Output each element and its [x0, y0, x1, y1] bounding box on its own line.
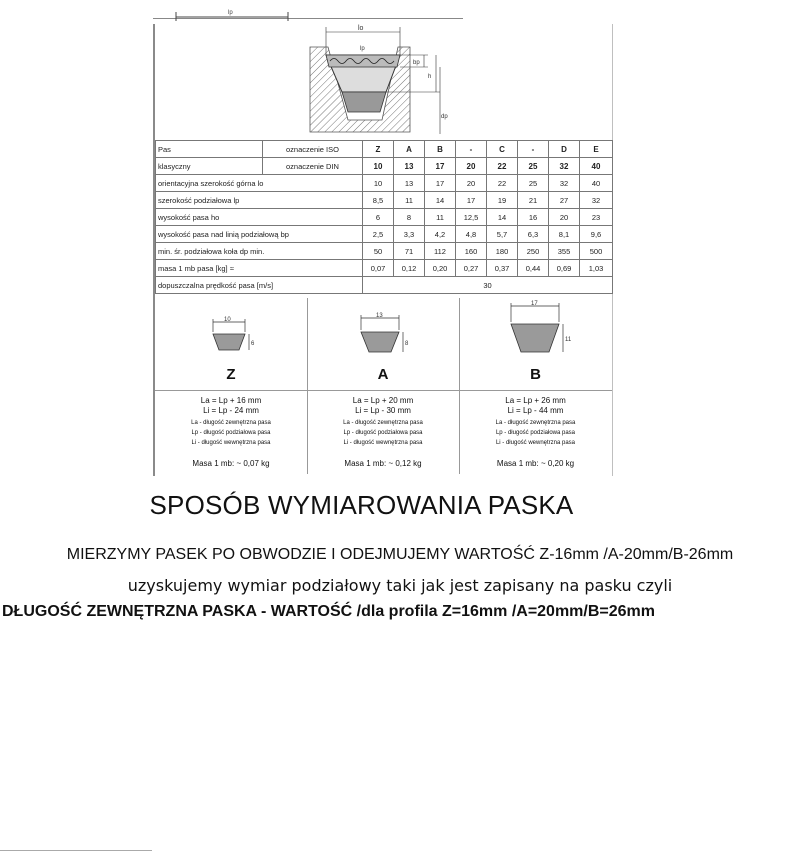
table-cell: 8,1 — [549, 226, 580, 243]
table-cell: C — [487, 141, 518, 158]
table-cell: oznaczenie DIN — [263, 158, 363, 175]
note: Lp - długość podziałowa pasa — [495, 430, 576, 436]
table-cell: wysokość pasa nad linią podziałową bp — [156, 226, 363, 243]
instruction-line-2: uzyskujemy wymiar podziałowy taki jak jest zapisany na pasku czyli — [127, 576, 673, 595]
table-cell: 14 — [425, 192, 456, 209]
note: La - długość zewnętrzna pasa — [343, 420, 423, 426]
instruction-line-3: DŁUGOŚĆ ZEWNĘTRZNA PASKA - WARTOŚĆ /dla profila Z=16mm /A=20mm/B=26mm — [2, 603, 655, 620]
table-cell: 20 — [456, 175, 487, 192]
table-cell: 40 — [580, 158, 613, 175]
table-cell: 8 — [394, 209, 425, 226]
belt-profiles-panel — [155, 298, 612, 474]
profile-a — [307, 298, 460, 474]
belt-section-z-icon — [201, 316, 271, 360]
table-cell: 17 — [425, 158, 456, 175]
dimension-arrow-icon — [172, 8, 292, 22]
dim-width-label: 13 — [376, 313, 383, 319]
table-cell: oznaczenie ISO — [263, 141, 363, 158]
formula-la: La = Lp + 26 mm — [505, 396, 566, 405]
table-cell: 8,5 — [363, 192, 394, 209]
table-cell: 6 — [363, 209, 394, 226]
bottom-rule — [0, 850, 152, 851]
table-cell: 32 — [580, 192, 613, 209]
formula-la: La = Lp + 16 mm — [200, 396, 262, 405]
note: La - długość zewnętrzna pasa — [191, 420, 271, 426]
profile-name: Z — [226, 366, 236, 383]
table-cell: 160 — [456, 243, 487, 260]
table-cell: 0,07 — [363, 260, 394, 277]
belt-spec-table — [155, 140, 613, 294]
table-cell: szerokość podziałowa lp — [156, 192, 363, 209]
table-row — [156, 175, 613, 192]
pulley-pitch-label: lp — [360, 46, 365, 52]
table-cell: 6,3 — [518, 226, 549, 243]
mass-label: Masa 1 mb: ~ 0,12 kg — [344, 459, 422, 468]
table-cell: 500 — [580, 243, 613, 260]
table-cell: D — [549, 141, 580, 158]
note: Li - długość wewnętrzna pasa — [191, 440, 271, 446]
table-cell: Pas — [156, 141, 263, 158]
table-cell: 1,03 — [580, 260, 613, 277]
pulley-top-width-label: lo — [358, 25, 364, 32]
pulley-bp-label: bp — [413, 60, 420, 66]
table-cell: 17 — [456, 192, 487, 209]
table-row — [156, 226, 613, 243]
table-cell: 27 — [549, 192, 580, 209]
belt-section-a-icon — [351, 312, 421, 360]
table-cell: 21 — [518, 192, 549, 209]
table-cell: orientacyjna szerokość górna lo — [156, 175, 363, 192]
table-cell: 20 — [549, 209, 580, 226]
dim-height-label: 6 — [251, 341, 255, 347]
table-cell: 9,6 — [580, 226, 613, 243]
table-cell: 355 — [549, 243, 580, 260]
table-cell: 30 — [363, 277, 613, 294]
table-cell: wysokość pasa ho — [156, 209, 363, 226]
belt-section-b-icon — [497, 300, 577, 362]
table-cell: 0,44 — [518, 260, 549, 277]
table-cell: min. śr. podziałowa koła dp min. — [156, 243, 363, 260]
mass-label: Masa 1 mb: ~ 0,20 kg — [496, 459, 575, 468]
table-cell: - — [518, 141, 549, 158]
table-cell: dopuszczalna prędkość pasa [m/s] — [156, 277, 363, 294]
table-cell: 32 — [549, 175, 580, 192]
table-cell: A — [394, 141, 425, 158]
dim-width-label: 10 — [224, 317, 231, 323]
instruction-line-1: MIERZYMY PASEK PO OBWODZIE I ODEJMUJEMY WARTOŚĆ Z-16mm /A-20mm/B-26mm — [66, 546, 734, 563]
dim-width-label: 17 — [531, 301, 538, 307]
table-cell: 11 — [425, 209, 456, 226]
profile-name: A — [377, 366, 389, 383]
table-cell: 13 — [394, 175, 425, 192]
table-cell: 20 — [456, 158, 487, 175]
top-dim-label: lp — [228, 10, 233, 16]
table-cell: 0,12 — [394, 260, 425, 277]
table-cell: E — [580, 141, 613, 158]
table-cell: 0,37 — [487, 260, 518, 277]
note: Li - długość wewnętrzna pasa — [343, 440, 423, 446]
table-cell: - — [456, 141, 487, 158]
table-cell: 40 — [580, 175, 613, 192]
profile-z — [155, 298, 308, 474]
profile-b — [459, 298, 612, 474]
table-cell: 112 — [425, 243, 456, 260]
table-cell: 25 — [518, 175, 549, 192]
table-cell: 180 — [487, 243, 518, 260]
formula-li: Li = Lp - 24 mm — [203, 406, 259, 415]
table-cell: 25 — [518, 158, 549, 175]
table-cell: 250 — [518, 243, 549, 260]
table-cell: 10 — [363, 158, 394, 175]
table-cell: Z — [363, 141, 394, 158]
table-cell: 3,3 — [394, 226, 425, 243]
dim-height-label: 8 — [405, 341, 409, 347]
table-cell: 10 — [363, 175, 394, 192]
note: Lp - długość podziałowa pasa — [191, 430, 271, 436]
table-row — [156, 209, 613, 226]
formula-la: La = Lp + 20 mm — [352, 396, 414, 405]
table-cell: 19 — [487, 192, 518, 209]
table-cell: 4,2 — [425, 226, 456, 243]
table-cell: 4,8 — [456, 226, 487, 243]
dim-height-label: 11 — [565, 337, 572, 343]
table-cell: 22 — [487, 175, 518, 192]
table-cell: 12,5 — [456, 209, 487, 226]
note: Li - długość wewnętrzna pasa — [495, 440, 576, 446]
pulley-dp-label: dp — [441, 114, 448, 120]
table-cell: 16 — [518, 209, 549, 226]
table-cell: 2,5 — [363, 226, 394, 243]
pulley-h-label: h — [428, 74, 432, 80]
table-row — [156, 192, 613, 209]
table-cell: B — [425, 141, 456, 158]
table-cell: 5,7 — [487, 226, 518, 243]
table-cell: 13 — [394, 158, 425, 175]
page-title: SPOSÓB WYMIAROWANIA PASKA — [149, 490, 574, 520]
table-cell: 0,27 — [456, 260, 487, 277]
table-cell: 71 — [394, 243, 425, 260]
note: Lp - długość podziałowa pasa — [343, 430, 423, 436]
table-cell: 22 — [487, 158, 518, 175]
table-row — [156, 158, 613, 175]
mass-label: Masa 1 mb: ~ 0,07 kg — [192, 459, 270, 468]
pulley-groove-diagram — [300, 22, 450, 140]
table-row — [156, 277, 613, 294]
table-row — [156, 260, 613, 277]
table-row — [156, 243, 613, 260]
table-cell: klasyczny — [156, 158, 263, 175]
table-cell: 17 — [425, 175, 456, 192]
profile-name: B — [530, 366, 541, 383]
table-cell: 23 — [580, 209, 613, 226]
table-cell: 11 — [394, 192, 425, 209]
table-cell: 50 — [363, 243, 394, 260]
table-cell: masa 1 mb pasa [kg] ≈ — [156, 260, 363, 277]
table-cell: 32 — [549, 158, 580, 175]
table-row — [156, 141, 613, 158]
formula-li: Li = Lp - 30 mm — [355, 406, 411, 415]
note: La - długość zewnętrzna pasa — [495, 420, 576, 426]
table-cell: 14 — [487, 209, 518, 226]
formula-li: Li = Lp - 44 mm — [507, 406, 564, 415]
table-cell: 0,69 — [549, 260, 580, 277]
table-cell: 0,20 — [425, 260, 456, 277]
